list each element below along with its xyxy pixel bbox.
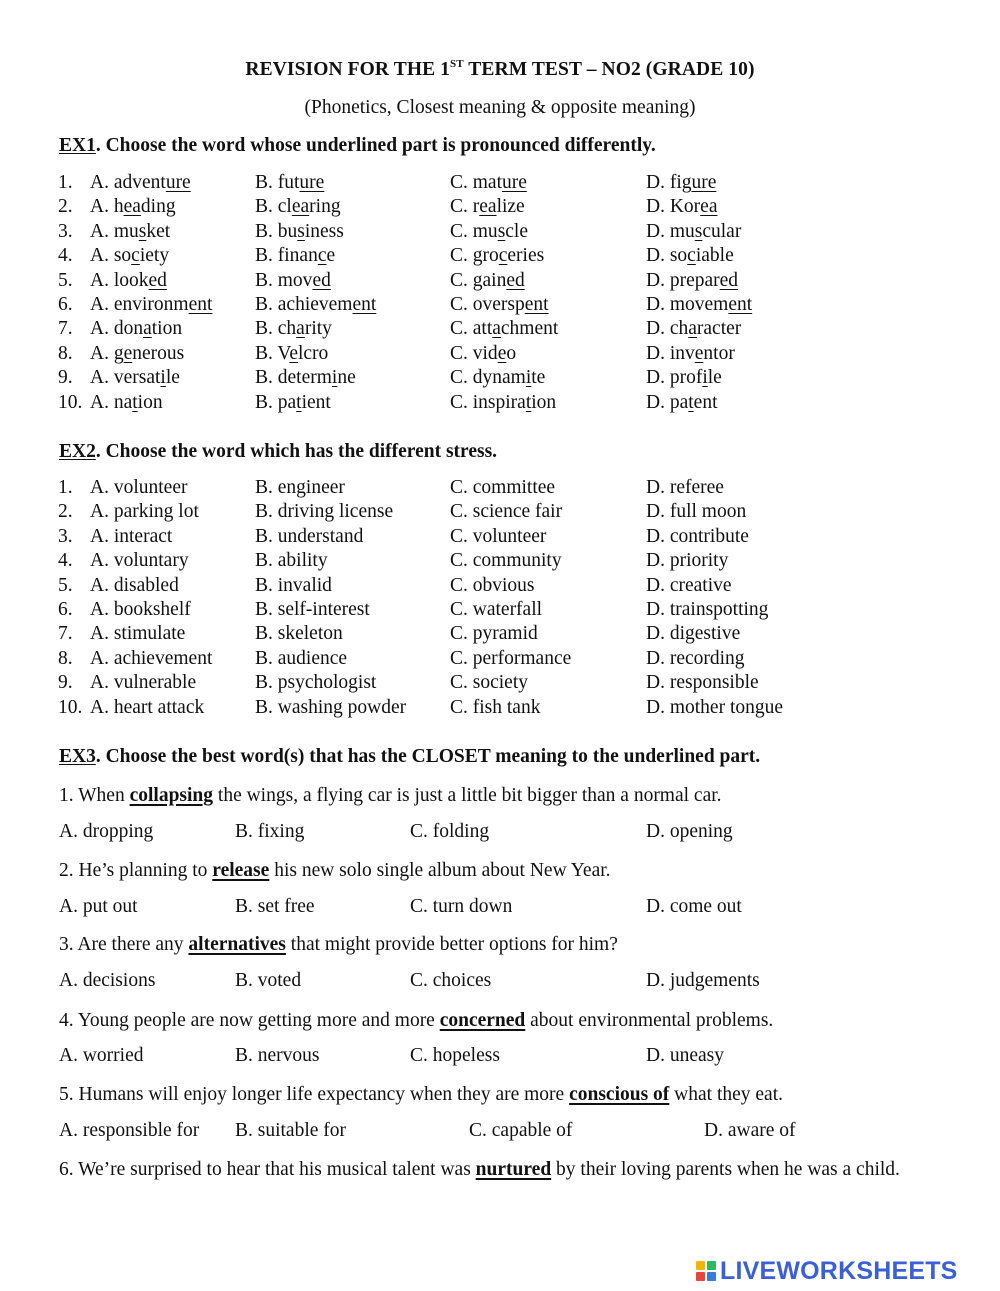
option-a[interactable]: A. achievement [90, 647, 213, 669]
option-c[interactable]: C. hopeless [410, 1045, 500, 1066]
option-b[interactable]: B. voted [235, 970, 302, 991]
option-a[interactable]: A. parking lot [90, 501, 199, 523]
option-a[interactable]: A. dropping [59, 821, 154, 842]
ex2-item [0, 697, 1000, 721]
option-a[interactable]: A. generous [90, 342, 185, 364]
option-a[interactable]: A. nation [90, 391, 163, 413]
option-c[interactable]: C. mature [450, 172, 527, 193]
option-b[interactable]: B. engineer [255, 477, 345, 498]
option-c[interactable]: C. fish tank [450, 696, 541, 718]
option-a[interactable]: A. bookshelf [90, 599, 191, 620]
ex3-question-2: 2. He’s planning to release his new solo single album about New Year. [59, 860, 611, 881]
option-b[interactable]: B. determine [255, 367, 356, 389]
option-a[interactable]: A. musket [90, 220, 171, 242]
option-b[interactable]: B. clearing [255, 196, 341, 218]
ex2-item [0, 501, 1000, 525]
ex1-item [0, 196, 1000, 220]
option-d[interactable]: D. opening [646, 821, 733, 842]
option-c[interactable]: C. science fair [450, 501, 563, 523]
option-a[interactable]: A. worried [59, 1045, 144, 1066]
option-d[interactable]: D. full moon [646, 501, 747, 523]
option-d[interactable]: D. aware of [704, 1120, 796, 1141]
option-c[interactable]: C. obvious [450, 574, 535, 596]
option-d[interactable]: D. Korea [646, 196, 718, 218]
option-b[interactable]: B. finance [255, 245, 336, 267]
ex1-heading: EX1. Choose the word whose underlined part is pronounced differently. [59, 135, 656, 156]
option-d[interactable]: D. responsible [646, 672, 759, 694]
ex2-item [0, 648, 1000, 672]
option-c[interactable]: C. video [450, 342, 517, 364]
ex1-item [0, 392, 1000, 416]
liveworksheets-logo-icon [696, 1261, 716, 1281]
option-d[interactable]: D. digestive [646, 623, 741, 645]
option-b[interactable]: B. self-interest [255, 599, 370, 620]
option-b[interactable]: B. set free [235, 896, 315, 917]
ex1-item [0, 221, 1000, 245]
item-number: 1. [58, 172, 73, 193]
option-b[interactable]: B. ability [255, 550, 328, 572]
item-number: 7. [58, 623, 73, 645]
ex3-heading: EX3. Choose the best word(s) that has the CLOSET meaning to the underlined part. [59, 746, 761, 767]
option-a[interactable]: A. stimulate [90, 623, 186, 645]
item-number: 8. [58, 647, 73, 669]
ex2-item [0, 575, 1000, 599]
ex1-item [0, 343, 1000, 367]
option-a[interactable]: A. decisions [59, 970, 156, 991]
option-d[interactable]: D. contribute [646, 525, 749, 547]
item-number: 3. [58, 220, 73, 242]
option-b[interactable]: B. nervous [235, 1045, 320, 1066]
ex3-options-5 [0, 1120, 1000, 1144]
option-d[interactable]: D. figure [646, 172, 717, 193]
option-d[interactable]: D. judgements [646, 970, 760, 991]
option-a[interactable]: A. heart attack [90, 696, 205, 718]
item-number: 4. [58, 245, 73, 267]
option-a[interactable]: A. versatile [90, 367, 180, 389]
option-c[interactable]: C. choices [410, 970, 492, 991]
ex2-heading: EX2. Choose the word which has the different stress. [59, 441, 498, 462]
option-c[interactable]: C. turn down [410, 896, 513, 917]
option-c[interactable]: C. pyramid [450, 623, 538, 645]
option-d[interactable]: D. referee [646, 477, 724, 498]
item-number: 5. [58, 574, 73, 596]
ex3-question-3: 3. Are there any alternatives that might provide better options for him? [59, 934, 618, 955]
option-d[interactable]: D. prepared [646, 269, 739, 291]
option-c[interactable]: C. society [450, 672, 528, 694]
ex1-item [0, 367, 1000, 391]
option-a[interactable]: A. vulnerable [90, 672, 197, 694]
option-c[interactable]: C. attachment [450, 318, 559, 340]
option-c[interactable]: C. groceries [450, 245, 545, 267]
item-number: 5. [58, 269, 73, 291]
ex1-item [0, 172, 1000, 196]
ex3-question-1: 1. When collapsing the wings, a flying car is just a little bit bigger than a normal car. [59, 785, 722, 806]
option-d[interactable]: D. recording [646, 647, 745, 669]
option-d[interactable]: D. inventor [646, 342, 735, 364]
item-number: 2. [58, 501, 73, 523]
page-title: REVISION FOR THE 1ST TERM TEST – NO2 (GRADE 10) [245, 58, 755, 80]
item-number: 7. [58, 318, 73, 340]
option-c[interactable]: C. gained [450, 269, 525, 291]
option-a[interactable]: A. volunteer [90, 477, 188, 498]
option-a[interactable]: A. adventure [90, 172, 191, 193]
option-c[interactable]: C. overspent [450, 294, 549, 315]
item-number: 10. [58, 391, 83, 413]
option-b[interactable]: B. Velcro [255, 342, 329, 364]
ex1-item [0, 270, 1000, 294]
option-d[interactable]: D. come out [646, 896, 742, 917]
ex3-question-6: 6. We’re surprised to hear that his musical talent was nurtured by their loving parents when he was a child. [59, 1159, 900, 1180]
item-number: 2. [58, 196, 73, 218]
option-d[interactable]: D. movement [646, 294, 753, 315]
ex2-item [0, 623, 1000, 647]
option-b[interactable]: B. skeleton [255, 623, 343, 645]
item-number: 8. [58, 342, 73, 364]
option-b[interactable]: B. achievement [255, 294, 377, 315]
ex2-item [0, 672, 1000, 696]
option-d[interactable]: D. mother tongue [646, 696, 784, 718]
option-d[interactable]: D. priority [646, 550, 729, 572]
option-b[interactable]: B. suitable for [235, 1120, 347, 1141]
option-d[interactable]: D. uneasy [646, 1045, 724, 1066]
item-number: 10. [58, 696, 83, 718]
option-c[interactable]: C. volunteer [450, 525, 547, 547]
option-b[interactable]: B. charity [255, 318, 332, 340]
option-b[interactable]: B. moved [255, 269, 331, 291]
option-c[interactable]: C. dynamite [450, 367, 546, 389]
option-b[interactable]: B. future [255, 172, 325, 193]
option-c[interactable]: C. realize [450, 196, 525, 218]
option-c[interactable]: C. waterfall [450, 599, 543, 620]
option-a[interactable]: A. voluntary [90, 550, 189, 572]
ex1-item [0, 318, 1000, 342]
option-b[interactable]: B. audience [255, 647, 348, 669]
item-number: 9. [58, 672, 73, 694]
option-b[interactable]: B. washing powder [255, 696, 407, 718]
option-c[interactable]: C. committee [450, 477, 556, 498]
item-number: 6. [58, 599, 73, 620]
item-number: 9. [58, 367, 73, 389]
option-b[interactable]: B. fixing [235, 821, 305, 842]
option-c[interactable]: C. capable of [469, 1120, 573, 1141]
option-b[interactable]: B. psychologist [255, 672, 377, 694]
ex3-question-4: 4. Young people are now getting more and more concerned about environmental problems. [59, 1010, 774, 1031]
option-a[interactable]: A. looked [90, 269, 167, 291]
ex2-item [0, 526, 1000, 550]
ex3-options-2 [0, 896, 1000, 920]
option-a[interactable]: A. society [90, 245, 170, 267]
option-b[interactable]: B. understand [255, 525, 364, 547]
option-b[interactable]: B. patient [255, 391, 331, 413]
item-number: 1. [58, 477, 73, 498]
logo-text: LIVEWORKSHEETS [720, 1256, 958, 1285]
ex3-options-1 [0, 821, 1000, 845]
ex2-item [0, 599, 1000, 623]
option-d[interactable]: D. trainspotting [646, 599, 769, 620]
option-a[interactable]: A. disabled [90, 574, 179, 596]
option-d[interactable]: D. muscular [646, 220, 742, 242]
option-c[interactable]: C. inspiration [450, 391, 557, 413]
option-c[interactable]: C. performance [450, 647, 572, 669]
option-c[interactable]: C. folding [410, 821, 490, 842]
ex3-question-5: 5. Humans will enjoy longer life expectancy when they are more conscious of what they eat. [59, 1084, 784, 1105]
item-number: 6. [58, 294, 73, 315]
option-b[interactable]: B. business [255, 220, 344, 242]
ex2-item [0, 477, 1000, 501]
option-d[interactable]: D. profile [646, 367, 722, 389]
option-a[interactable]: A. put out [59, 896, 138, 917]
option-a[interactable]: A. donation [90, 318, 183, 340]
option-c[interactable]: C. community [450, 550, 562, 572]
option-d[interactable]: D. sociable [646, 245, 734, 267]
option-b[interactable]: B. driving license [255, 501, 394, 523]
ex1-item [0, 294, 1000, 318]
option-d[interactable]: D. creative [646, 574, 732, 596]
ex2-item [0, 550, 1000, 574]
page-subtitle: (Phonetics, Closest meaning & opposite meaning) [304, 97, 696, 118]
item-number: 3. [58, 525, 73, 547]
ex3-options-3 [0, 970, 1000, 994]
liveworksheets-logo [696, 1257, 958, 1285]
option-a[interactable]: A. heading [90, 196, 176, 218]
ex3-options-4 [0, 1045, 1000, 1069]
option-b[interactable]: B. invalid [255, 574, 332, 596]
ex1-item [0, 245, 1000, 269]
option-d[interactable]: D. character [646, 318, 742, 340]
option-a[interactable]: A. interact [90, 525, 173, 547]
item-number: 4. [58, 550, 73, 572]
option-a[interactable]: A. environment [90, 294, 213, 315]
option-a[interactable]: A. responsible for [59, 1120, 200, 1141]
option-c[interactable]: C. muscle [450, 220, 529, 242]
option-d[interactable]: D. patent [646, 391, 718, 413]
